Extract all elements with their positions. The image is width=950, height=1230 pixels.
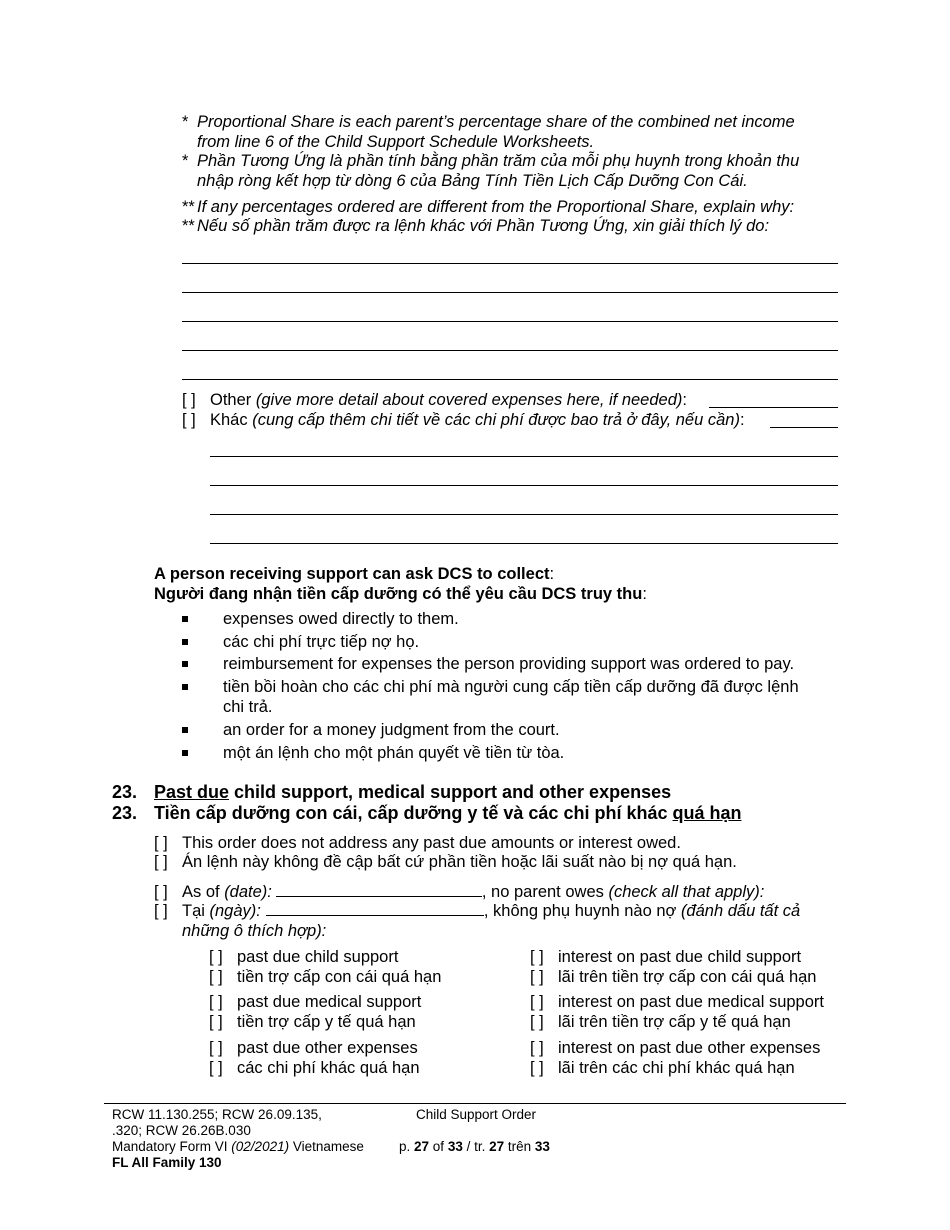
option-checkbox[interactable]: [ ] (530, 1059, 544, 1077)
colon: : (739, 411, 745, 429)
bullet-icon (182, 727, 188, 733)
other-detail: (give more detail about covered expenses here, if needed) (255, 391, 683, 409)
option-checkbox[interactable]: [ ] (209, 968, 223, 986)
explain-line-5[interactable] (182, 379, 838, 380)
other-detail: (cung cấp thêm chi tiết về các chi phí được bao trả ở đây, nếu cần) (252, 411, 740, 429)
option-past-due-medical-support-vi: tiền trợ cấp y tế quá hạn (237, 1013, 416, 1031)
footnote-star: * (182, 152, 189, 170)
option-checkbox[interactable]: [ ] (530, 1039, 544, 1057)
explain-line-1[interactable] (182, 263, 838, 264)
dcs-item: expenses owed directly to them. (223, 610, 459, 628)
dcs-item: an order for a money judgment from the court. (223, 721, 560, 739)
option-past-due-child-support-vi: tiền trợ cấp con cái quá hạn (237, 968, 442, 986)
footer-doc-title: Child Support Order (416, 1107, 537, 1122)
option-checkbox[interactable]: [ ] (209, 1013, 223, 1031)
footer-page-number (399, 1139, 550, 1154)
dcs-heading-en (154, 565, 554, 584)
footer-form (112, 1139, 364, 1154)
title-underlined: Past due (154, 782, 230, 802)
explain-line-3[interactable] (182, 321, 838, 322)
ps-note-en-line2: from line 6 of the Child Support Schedule Worksheets. (197, 133, 595, 151)
tr-label: / tr. (462, 1139, 490, 1154)
option-interest-medical-support: interest on past due medical support (558, 993, 824, 1011)
title-underlined: quá hạn (672, 803, 742, 823)
explain-line-2[interactable] (182, 292, 838, 293)
bullet-icon (182, 639, 188, 645)
dcs-heading-vi (154, 585, 647, 604)
option-checkbox[interactable]: [ ] (209, 1039, 223, 1057)
other-label-vi (210, 411, 745, 430)
no-address-vi: Án lệnh này không đề cập bất cứ phần tiền hoặc lãi suất nào bị nợ quá hạn. (182, 853, 737, 871)
ps-note-vi-line1: Phần Tương Ứng là phần tính bằng phần trăm của mỗi phụ huynh trong khoản thu (197, 152, 800, 170)
section-number: 23. (112, 782, 138, 802)
dcs-item: một án lệnh cho một phán quyết về tiền từ tòa. (223, 744, 565, 762)
title-rest: Tiền cấp dưỡng con cái, cấp dưỡng y tế và các chi phí khác (154, 803, 673, 823)
no-parent-owes: , không phụ huynh nào nợ (483, 902, 681, 920)
colon: : (642, 585, 647, 603)
section-title-vi (154, 803, 742, 824)
explain-vi: Nếu số phần trăm được ra lệnh khác với Phần Tương Ứng, xin giải thích lý do: (197, 217, 770, 235)
other-blank-vi[interactable] (770, 427, 838, 428)
as-of-checkbox-en[interactable]: [ ] (154, 883, 168, 901)
section-title-en (154, 782, 671, 803)
other-label: Other (210, 391, 256, 409)
other-label: Khác (210, 411, 253, 429)
as-of-vi (182, 902, 800, 921)
other-blank-en[interactable] (709, 407, 838, 408)
footer-form-id: FL All Family 130 (112, 1155, 222, 1170)
colon: : (549, 565, 555, 583)
ps-note-vi-line2: nhập ròng kết hợp từ dòng 6 của Bảng Tính Tiền Lịch Cấp Dưỡng Con Cái. (197, 172, 748, 190)
other-line-3[interactable] (210, 514, 838, 515)
option-past-due-child-support: past due child support (237, 948, 399, 966)
footer-divider (104, 1103, 846, 1104)
explain-line-4[interactable] (182, 350, 838, 351)
dcs-item: chi trả. (223, 698, 273, 716)
colon: : (682, 391, 687, 409)
check-all: (đánh dấu tất cả (680, 902, 801, 920)
title-rest: child support, medical support and other expenses (229, 782, 672, 802)
form-date: (02/2021) (231, 1139, 290, 1154)
date-field-vi[interactable] (266, 914, 484, 916)
page-num: 27 (414, 1139, 430, 1154)
date-field-en[interactable] (276, 895, 482, 897)
tren-label: trên (504, 1139, 535, 1154)
footnote-double-star: ** (182, 198, 195, 216)
option-interest-medical-support-vi: lãi trên tiền trợ cấp y tế quá hạn (558, 1013, 791, 1031)
bullet-icon (182, 661, 188, 667)
p-label: p. (399, 1139, 415, 1154)
bullet-icon (182, 750, 188, 756)
date-label: (date): (224, 883, 272, 901)
of-label: of (429, 1139, 448, 1154)
option-interest-other-expenses: interest on past due other expenses (558, 1039, 821, 1057)
bullet-icon (182, 616, 188, 622)
dcs-item: các chi phí trực tiếp nợ họ. (223, 633, 420, 651)
option-past-due-medical-support: past due medical support (237, 993, 422, 1011)
footer-rcw-line2: .320; RCW 26.26B.030 (112, 1123, 251, 1138)
dcs-heading-text: A person receiving support can ask DCS to collect (154, 565, 550, 583)
date-label: (ngày): (209, 902, 261, 920)
option-checkbox[interactable]: [ ] (209, 993, 223, 1011)
as-of-label: As of (182, 883, 225, 901)
dcs-item: reimbursement for expenses the person providing support was ordered to pay. (223, 655, 795, 673)
as-of-en (182, 883, 764, 902)
other-line-4[interactable] (210, 543, 838, 544)
option-checkbox[interactable]: [ ] (530, 968, 544, 986)
as-of-label: Tại (182, 902, 210, 920)
option-past-due-other-expenses: past due other expenses (237, 1039, 418, 1057)
option-checkbox[interactable]: [ ] (209, 1059, 223, 1077)
other-line-1[interactable] (210, 456, 838, 457)
dcs-heading-text: Người đang nhận tiền cấp dưỡng có thể yêu cầu DCS truy thu (154, 585, 643, 603)
other-checkbox-vi[interactable]: [ ] (182, 411, 196, 429)
footnote-star: * (182, 113, 189, 131)
page-total: 33 (447, 1139, 463, 1154)
page-total-vi: 33 (534, 1139, 550, 1154)
page-num-vi: 27 (489, 1139, 505, 1154)
explain-en: If any percentages ordered are different from the Proportional Share, explain why: (197, 198, 795, 216)
option-past-due-other-expenses-vi: các chi phí khác quá hạn (237, 1059, 420, 1077)
option-interest-other-expenses-vi: lãi trên các chi phí khác quá hạn (558, 1059, 795, 1077)
option-checkbox[interactable]: [ ] (530, 948, 544, 966)
other-label-en (210, 391, 687, 410)
check-all: (check all that apply): (608, 883, 765, 901)
no-address-en: This order does not address any past due amounts or interest owed. (182, 834, 681, 852)
form-label: Mandatory Form VI (112, 1139, 232, 1154)
form-language: Vietnamese (289, 1139, 364, 1154)
option-interest-child-support: interest on past due child support (558, 948, 802, 966)
no-address-checkbox-vi[interactable]: [ ] (154, 853, 168, 871)
section-number: 23. (112, 803, 138, 823)
option-interest-child-support-vi: lãi trên tiền trợ cấp con cái quá hạn (558, 968, 817, 986)
as-of-checkbox-vi[interactable]: [ ] (154, 902, 168, 920)
option-checkbox[interactable]: [ ] (209, 948, 223, 966)
option-checkbox[interactable]: [ ] (530, 993, 544, 1011)
other-line-2[interactable] (210, 485, 838, 486)
ps-note-en-line1: Proportional Share is each parent’s percentage share of the combined net income (197, 113, 795, 131)
dcs-item: tiền bồi hoàn cho các chi phí mà người cung cấp tiền cấp dưỡng đã được lệnh (223, 678, 799, 696)
option-checkbox[interactable]: [ ] (530, 1013, 544, 1031)
check-all-vi-cont: những ô thích hợp): (182, 922, 327, 940)
bullet-icon (182, 684, 188, 690)
footer-rcw-line1: RCW 11.130.255; RCW 26.09.135, (112, 1107, 322, 1122)
no-parent-owes: , no parent owes (481, 883, 609, 901)
no-address-checkbox-en[interactable]: [ ] (154, 834, 168, 852)
other-checkbox-en[interactable]: [ ] (182, 391, 196, 409)
footnote-double-star: ** (182, 217, 195, 235)
